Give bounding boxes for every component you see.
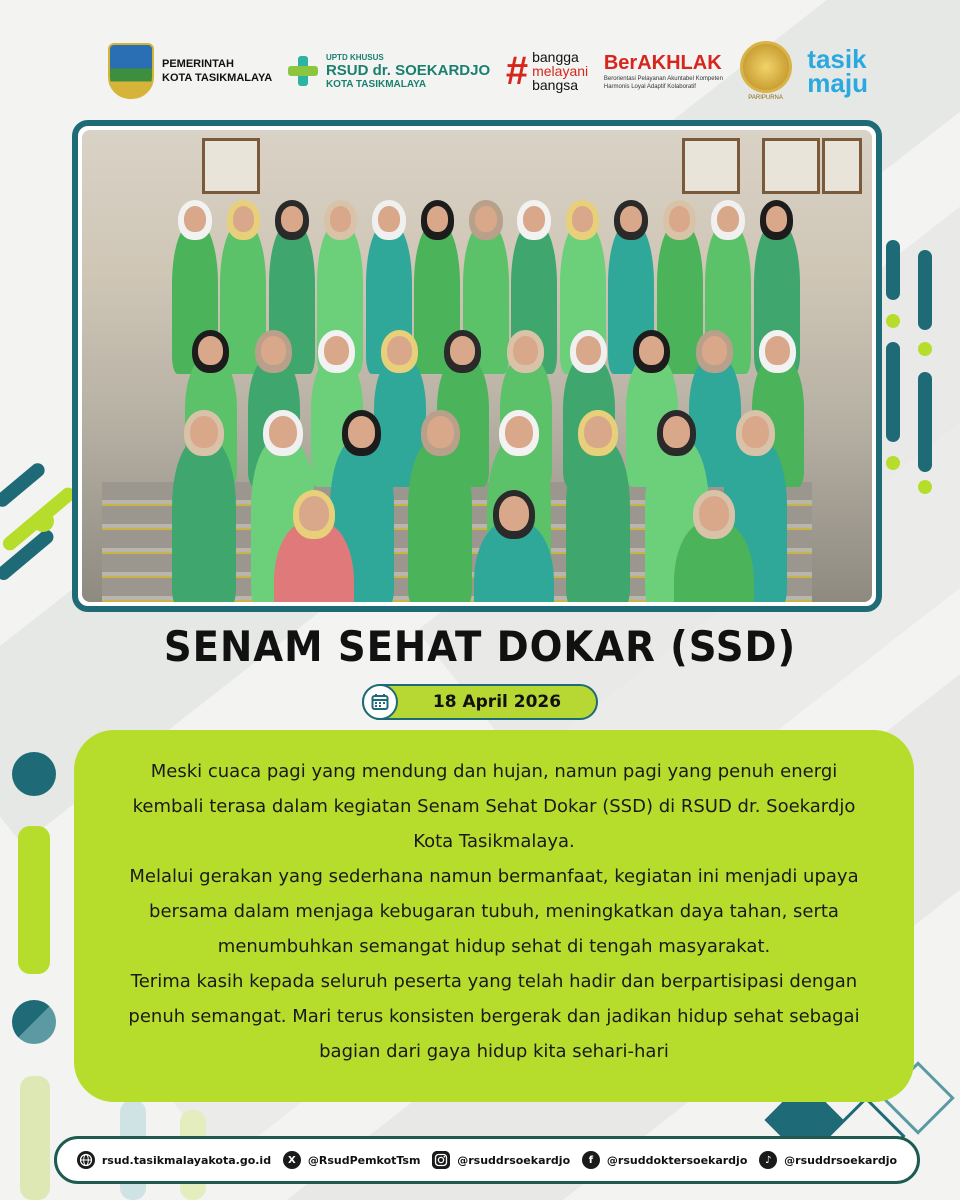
logo-tasik-maju <box>807 44 868 98</box>
logo-berakhlak <box>604 52 724 91</box>
person-face <box>324 336 349 365</box>
tiktok-handle: @rsuddrsoekardjo <box>784 1153 898 1167</box>
person-face <box>281 206 303 232</box>
berakhlak-sub: Berorientasi Pelayanan Akuntabel Kompeten Harmonis Loyal Adaptif Kolaboratif <box>603 75 723 90</box>
x-icon: X <box>283 1151 301 1169</box>
person-face <box>190 416 218 448</box>
deco-dot <box>886 456 900 470</box>
medal-icon <box>740 41 792 93</box>
person-face <box>639 336 664 365</box>
person-face <box>387 336 412 365</box>
person-face <box>742 416 770 448</box>
person-face <box>620 206 642 232</box>
person-face <box>378 206 400 232</box>
social-website[interactable] <box>77 1151 271 1169</box>
person-face <box>499 496 530 531</box>
bangga-word1: bangga <box>532 49 579 65</box>
description-box <box>74 730 914 1102</box>
logo-pemkot <box>108 43 272 99</box>
social-tiktok[interactable] <box>759 1151 897 1169</box>
description-paragraph-3: Terima kasih kepada seluruh peserta yang telah hadir dan berpartisipasi dengan penuh semangat. Mari terus konsisten bergerak dan jadikan hidup sehat sebagai bagian dari gaya hidup kita sehari-hari <box>128 971 860 1062</box>
person-face <box>299 496 330 531</box>
deco-bar <box>18 826 50 974</box>
person-face <box>427 416 455 448</box>
person-face <box>198 336 223 365</box>
pemkot-line2: KOTA TASIKMALAYA <box>162 72 273 84</box>
person-face <box>269 416 297 448</box>
person-face <box>584 416 612 448</box>
person-face <box>330 206 352 232</box>
person-face <box>450 336 475 365</box>
deco-bar <box>918 250 932 330</box>
description-paragraph-1: Meski cuaca pagi yang mendung dan hujan, namun pagi yang penuh energi kembali terasa dalam kegiatan Senam Sehat Dokar (SSD) di RSUD dr. Soekardjo Kota Tasikmalaya. <box>132 761 856 852</box>
deco-bar <box>20 1076 50 1200</box>
medical-cross-icon <box>288 56 318 86</box>
person-face <box>717 206 739 232</box>
berakhlak-title: BerAKHLAK <box>603 51 722 74</box>
person-face <box>765 336 790 365</box>
person-face <box>348 416 376 448</box>
person-silhouette <box>408 439 472 602</box>
footer-socials <box>54 1136 920 1184</box>
person-face <box>766 206 788 232</box>
tasik-line2: maju <box>807 68 868 98</box>
person-silhouette <box>566 439 630 602</box>
person-face <box>513 336 538 365</box>
social-x[interactable] <box>283 1151 421 1169</box>
bangga-hash: # <box>505 49 529 93</box>
person-face <box>523 206 545 232</box>
person-face <box>184 206 206 232</box>
person-face <box>699 496 730 531</box>
pemkot-line1: PEMERINTAH <box>162 58 234 70</box>
group-photo <box>82 130 872 602</box>
social-instagram[interactable] <box>432 1151 570 1169</box>
person-face <box>702 336 727 365</box>
date-badge <box>362 684 598 720</box>
x-handle: @RsudPemkotTsm <box>307 1153 421 1167</box>
deco-dot <box>32 510 54 532</box>
rsud-pre: UPTD KHUSUS <box>325 52 384 62</box>
tasik-line1: tasik <box>807 44 867 74</box>
description-paragraph-2: Melalui gerakan yang sederhana namun bermanfaat, kegiatan ini menjadi upaya bersama dalam menjaga kebugaran tubuh, meningkatkan daya tahan, serta menumbuhkan semangat hidup sehat di tengah masyarakat. <box>129 866 859 957</box>
deco-bar <box>918 372 932 472</box>
person-silhouette <box>172 439 236 602</box>
facebook-handle: @rsuddoktersoekardjo <box>606 1153 748 1167</box>
tiktok-icon: ♪ <box>759 1151 777 1169</box>
logo-rsud <box>288 53 490 90</box>
header-logos <box>108 34 868 108</box>
bangga-word2: melayani <box>532 63 589 79</box>
bangga-word3: bangsa <box>532 77 579 93</box>
deco-circle <box>12 1000 56 1044</box>
person-face <box>576 336 601 365</box>
medal-label: PARIPURNA <box>748 95 783 101</box>
calendar-icon <box>362 684 398 720</box>
deco-bar <box>886 240 900 300</box>
instagram-icon <box>432 1151 450 1169</box>
photo-frame <box>72 120 882 612</box>
website-text: rsud.tasikmalayakota.go.id <box>101 1153 272 1167</box>
facebook-icon: f <box>582 1151 600 1169</box>
person-face <box>427 206 449 232</box>
group-of-people <box>172 170 782 602</box>
person-face <box>572 206 594 232</box>
rsud-name: RSUD dr. SOEKARDJO <box>325 61 491 79</box>
person-face <box>663 416 691 448</box>
deco-circle <box>12 752 56 796</box>
city-emblem-icon <box>108 43 154 99</box>
person-face <box>261 336 286 365</box>
person-face <box>505 416 533 448</box>
logo-paripurna <box>740 41 792 101</box>
person-face <box>475 206 497 232</box>
logo-bangga-melayani <box>506 50 588 92</box>
person-face <box>233 206 255 232</box>
deco-dot <box>918 480 932 494</box>
deco-dot <box>918 342 932 356</box>
deco-dot <box>886 314 900 328</box>
social-facebook[interactable] <box>582 1151 748 1169</box>
deco-bar <box>886 342 900 442</box>
instagram-handle: @rsuddrsoekardjo <box>457 1153 571 1167</box>
globe-icon <box>77 1151 95 1169</box>
event-date: 18 April 2026 <box>432 692 562 712</box>
person-face <box>669 206 691 232</box>
event-title: SENAM SEHAT DOKAR (SSD) <box>163 622 797 671</box>
rsud-sub: KOTA TASIKMALAYA <box>325 78 427 90</box>
